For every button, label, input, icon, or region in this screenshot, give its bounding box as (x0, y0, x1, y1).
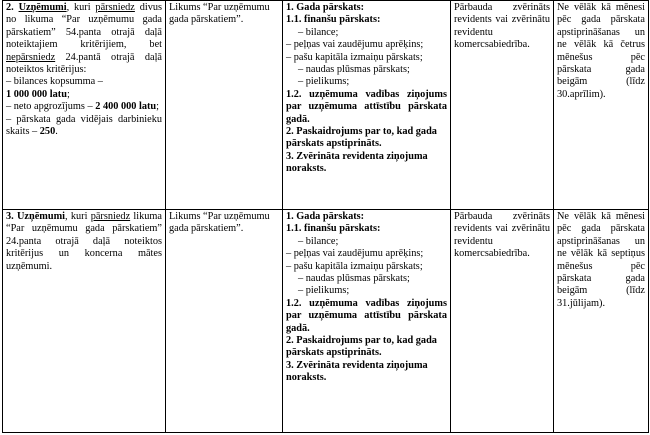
text-fragment: , kuri (65, 211, 91, 222)
documents-heading: 1. Gada pārskats: (286, 2, 365, 13)
punct: . (55, 126, 58, 138)
deadline-text: Ne vēlāk kā mēnesi pēc gada pārskata apstiprināšanas un ne vēlāk kā septiņus mēnešus pēc pārskata gada beigām (līdz 31.jūlijam). (557, 211, 645, 309)
table-row (3, 1, 649, 210)
row-number: 3. (6, 211, 14, 222)
legal-basis-text: Likums “Par uzņēmumu gada pārskatiem”. (169, 2, 270, 26)
text-fragment: likuma “Par uzņēmumu gada pārskatiem” 24.panta otrajā daļā noteiktos kritērijus un koncerna mātes uzņēmumi. (6, 211, 162, 272)
list-item: – peļņas vai zaudējumu aprēķins; (286, 39, 424, 51)
deadline-text: Ne vēlāk kā mēnesi pēc gada pārskata apstiprināšanas un ne vēlāk kā četrus mēnešus pēc pārskata gada beigām (līdz 30.aprīlim). (557, 2, 645, 100)
list-item: – peļņas vai zaudējumu aprēķins; (286, 248, 424, 260)
criterion-value: 2 400 000 latu (95, 101, 157, 113)
legal-basis-text: Likums “Par uzņēmumu gada pārskatiem”. (169, 211, 270, 235)
entity-title: Uzņēmumi (18, 2, 67, 13)
auditor-report-copy: 3. Zvērināta revidenta ziņojuma noraksts. (286, 150, 428, 175)
row-number: 2. (6, 2, 14, 13)
list-item: – pielikums; (298, 285, 350, 297)
requirements-table (2, 0, 649, 433)
auditor-report-copy: 3. Zvērināta revidenta ziņojuma noraksts. (286, 359, 428, 384)
criterion-value: 250 (39, 126, 56, 138)
list-item: – pašu kapitāla izmaiņu pārskats; (286, 51, 423, 63)
list-item: – pielikums; (298, 76, 350, 88)
punct: ; (156, 101, 160, 113)
list-item: – bilance; (298, 26, 339, 38)
punct: ; (66, 88, 70, 100)
documents-cell (283, 1, 451, 210)
audit-text: Pārbauda zvērināts revidents vai zvērinātu revidentu komercsabiedrība. (454, 211, 550, 260)
list-item: – pašu kapitāla izmaiņu pārskats; (286, 260, 423, 272)
entity-criteria-cell (3, 210, 166, 433)
criterion-employees (6, 114, 162, 139)
list-item: – naudas plūsmas pārskats; (298, 64, 410, 76)
list-item: – bilance; (298, 235, 339, 247)
deadline-cell (554, 1, 649, 210)
financial-statements-heading: 1.1. finanšu pārskats: (286, 14, 381, 26)
criterion-value: 1 000 000 latu (6, 88, 67, 100)
approval-statement: 2. Paskaidrojums par to, kad gada pārskats apstiprināts. (286, 126, 437, 150)
entity-criteria-cell (3, 1, 166, 210)
criterion-turnover (6, 101, 162, 113)
audit-cell (451, 210, 554, 433)
management-report: 1.2. uzņēmuma vadības ziņojums par uzņēmuma attīstību pārskata gadā. (286, 297, 447, 334)
financial-statements-heading: 1.1. finanšu pārskats: (286, 223, 381, 235)
deadline-cell (554, 210, 649, 433)
text-fragment: , kuri (66, 2, 96, 13)
legal-basis-cell (166, 1, 283, 210)
criterion-label: – bilances kopsumma – (6, 76, 103, 88)
text-fragment: 24.pantā otrajā daļā noteiktos kritērijus: (6, 51, 162, 76)
criterion-balance (6, 76, 162, 101)
legal-basis-cell (166, 210, 283, 433)
table-row (3, 210, 649, 433)
underlined-term: pārsniedz (95, 2, 135, 13)
underlined-term: nepārsniedz (6, 51, 56, 63)
audit-text: Pārbauda zvērināts revidents vai zvērinātu revidentu komercsabiedrība. (454, 2, 550, 51)
criterion-label: – pārskata gada vidējais darbinieku skaits – (6, 113, 162, 138)
audit-cell (451, 1, 554, 210)
underlined-term: pārsniedz (90, 211, 131, 222)
documents-cell (283, 210, 451, 433)
documents-heading: 1. Gada pārskats: (286, 211, 365, 222)
text-fragment: divus no likuma “Par uzņēmumu gada pārskatiem” 54.panta otrajā daļā noteiktajiem kritērijiem, bet (6, 2, 163, 51)
management-report: 1.2. uzņēmuma vadības ziņojums par uzņēmuma attīstību pārskata gadā. (286, 88, 447, 125)
entity-title: Uzņēmumi (16, 211, 66, 222)
list-item: – naudas plūsmas pārskats; (298, 273, 410, 285)
approval-statement: 2. Paskaidrojums par to, kad gada pārskats apstiprināts. (286, 335, 437, 359)
criterion-label: – neto apgrozījums – (6, 101, 93, 113)
